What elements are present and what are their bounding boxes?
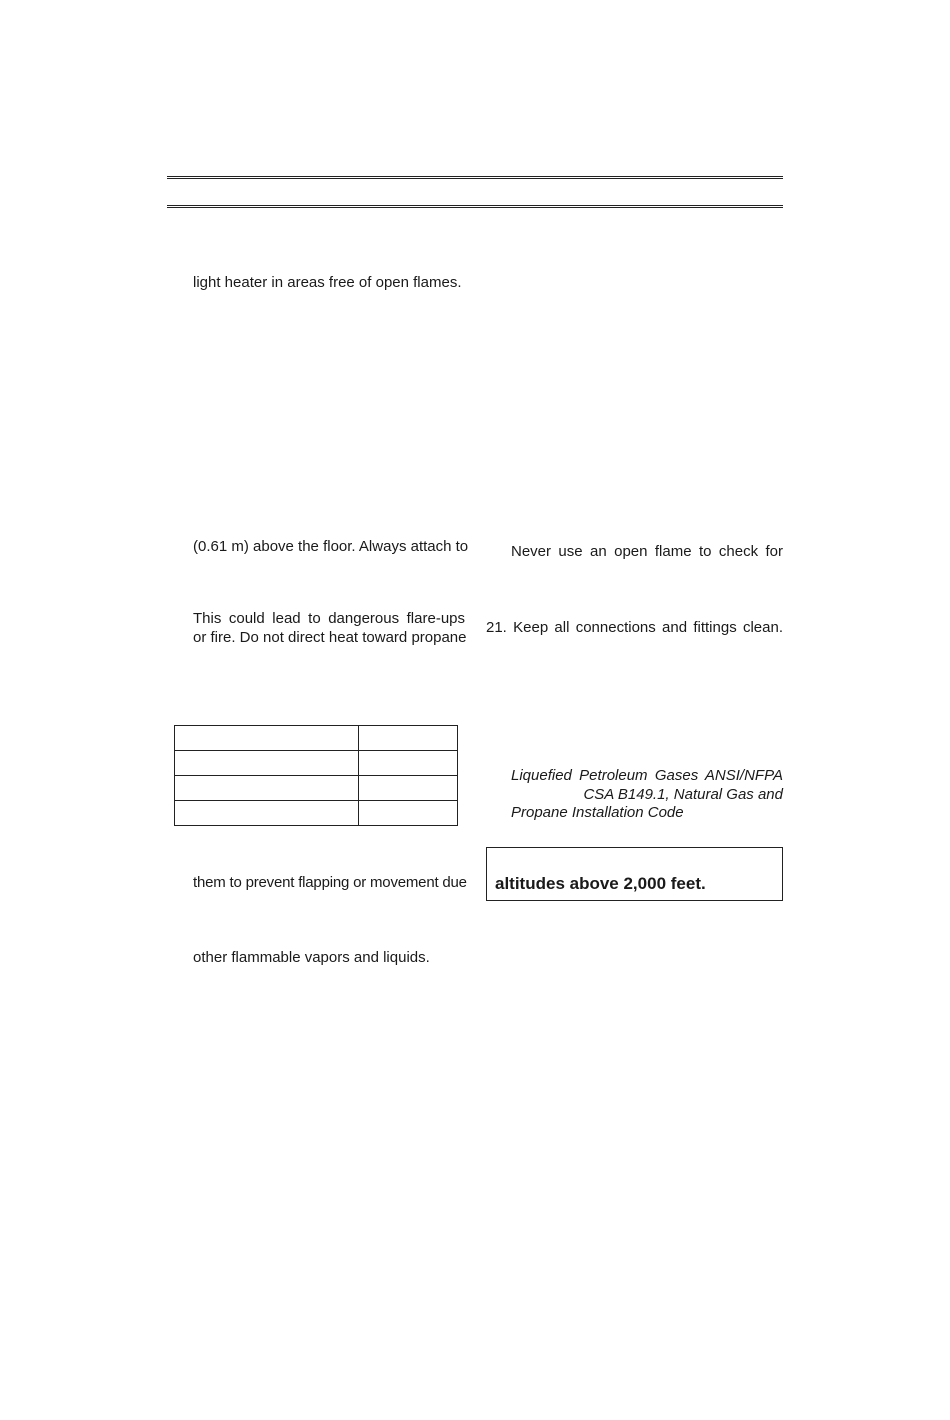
table-row [175,776,458,801]
left-text-line-2: (0.61 m) above the floor. Always attach to [193,538,469,555]
left-text-line-6: other flammable vapors and liquids. [193,949,430,966]
table-cell [175,726,359,751]
table-row [175,726,458,751]
table-cell [359,776,458,801]
table-cell [175,801,359,826]
reference-line-2: CSA B149.1, Natural Gas and [583,786,783,803]
table-cell [359,801,458,826]
left-text-line-5: them to prevent flapping or movement due [193,874,467,891]
table-row [175,801,458,826]
instruction-item-21: 21. Keep all connections and fittings clean. [486,619,783,636]
right-text-line-1: Never use an open flame to check for [511,543,783,560]
altitude-notice-box [486,847,783,901]
altitude-notice-text: altitudes above 2,000 feet. [495,874,706,893]
table-cell [359,751,458,776]
reference-line-3: Propane Installation Code [511,804,684,821]
table-cell [175,751,359,776]
table-row [175,751,458,776]
table-cell [359,726,458,751]
reference-line-1: Liquefied Petroleum Gases ANSI/NFPA [511,767,783,784]
header-rule-top [167,176,783,179]
left-text-line-4: or fire. Do not direct heat toward propane [193,629,467,646]
left-text-line-3: This could lead to dangerous flare-ups [193,610,465,627]
table-cell [175,776,359,801]
header-rule-bottom [167,205,783,208]
left-text-line-1: light heater in areas free of open flames. [193,274,462,291]
spec-table [174,725,458,826]
